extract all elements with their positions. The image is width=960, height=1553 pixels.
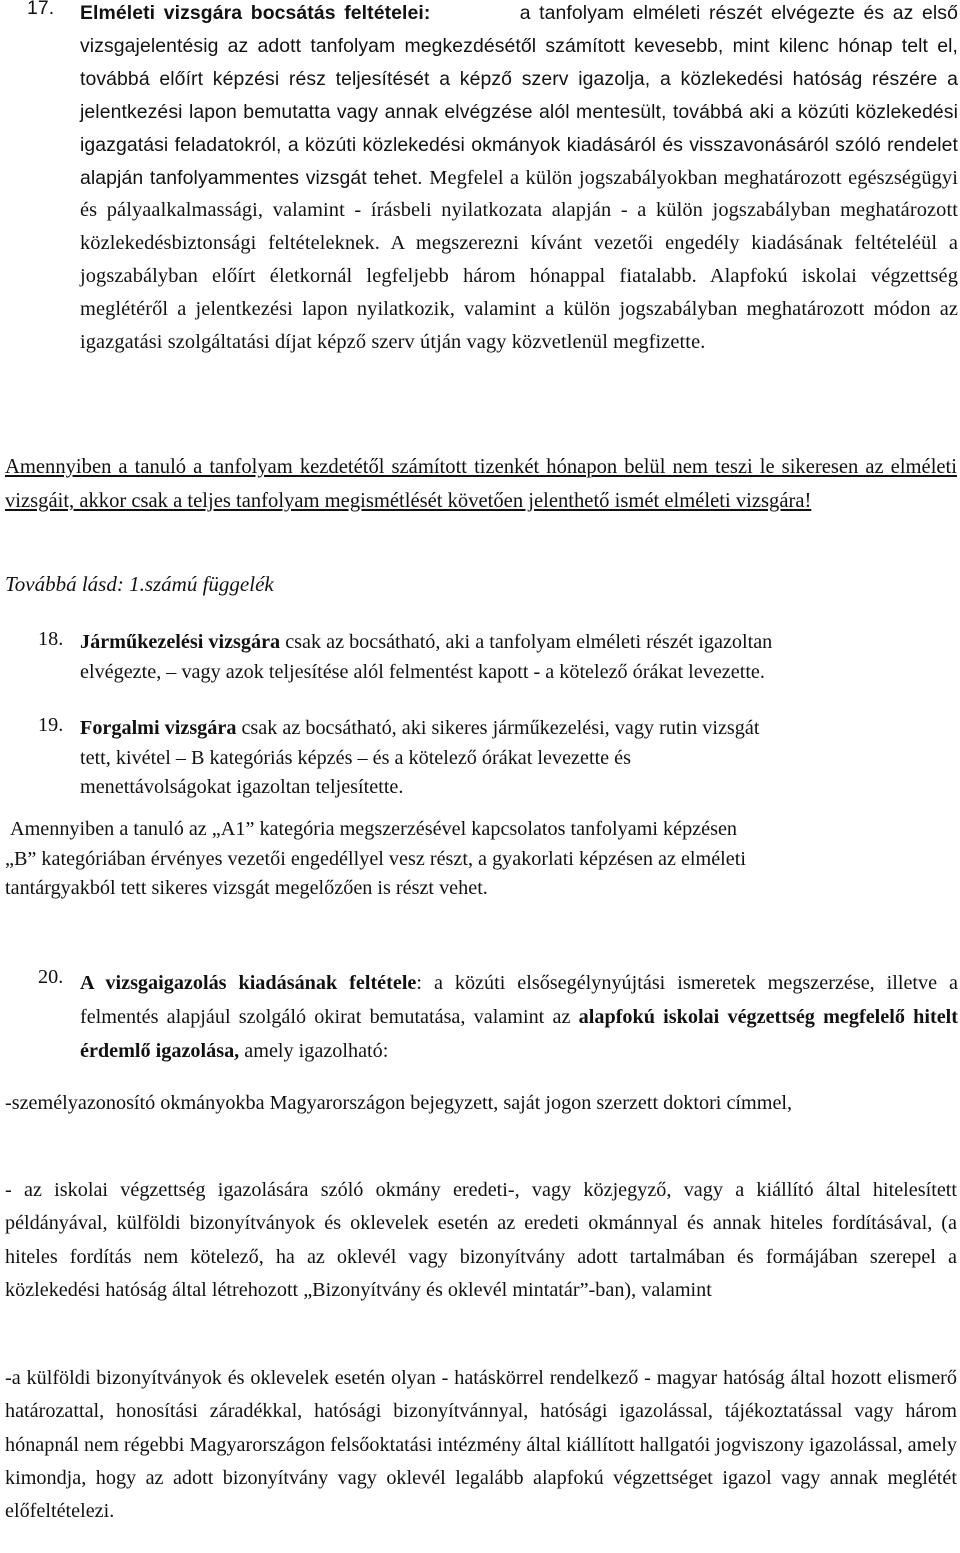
section-20-number: 20. (38, 966, 64, 988)
a1-note-line-3: tantárgyakból tett sikeres vizsgát megelőzően is részt vehet. (5, 877, 488, 899)
section-17 (0, 0, 958, 359)
a1-category-note (5, 815, 746, 904)
section-17-text-1: a tanfolyam elméleti részét elvégezte és az első vizsgajelentésig az adott tanfolyam megkezdésétől számított kevesebb, mint kilenc hónap telt el, továbbá előírt képzési rész teljesítését a képző szerv igazolja, a közlekedési hatóság részére a jelentkezési lapon bemutatta vagy annak elvégzése alól mentesült, továbbá aki a közúti közlekedési igazgatási feladatokról, a közúti közlekedési okmányok kiadásáról és visszavonásáról szóló rendelet alapján tanfolyammentes vizsgát tehet. (80, 2, 958, 189)
section-18-title: Járműkezelési vizsgára (80, 631, 281, 653)
section-20-text-3: amely igazolható: (244, 1040, 389, 1062)
section-18-number: 18. (38, 628, 64, 650)
section-19-number: 19. (38, 714, 64, 736)
section-19-line-2: tett, kivétel – B kategóriás képzés – és a kötelező órákat levezette és (80, 746, 631, 769)
section-20-bold-requirement: alapfokú iskolai végzettség megfelelő hitelt érdemlő igazolása, (80, 1006, 959, 1062)
section-18 (0, 628, 958, 687)
proof-option-1: -személyazonosító okmányokba Magyarországon bejegyzett, saját jogon szerzett doktori címmel, (5, 1092, 793, 1114)
section-19 (0, 714, 958, 803)
a1-note-line-1: Amennyiben a tanuló az „A1” kategória megszerzésével kapcsolatos tanfolyami képzésen (10, 818, 738, 840)
see-also-appendix: Továbbá lásd: 1.számú függelék (5, 572, 274, 596)
section-17-title: Elméleti vizsgára bocsátás feltételei: (80, 2, 431, 24)
retake-warning: Amennyiben a tanuló a tanfolyam kezdetétől számított tizenkét hónapon belül nem teszi le sikeresen az elméleti vizsgáit, akkor csak a teljes tanfolyam megismétlését követően jelenthető ismét elméleti vizsgára! (5, 456, 957, 512)
a1-note-line-2: „B” kategóriában érvényes vezetői engedéllyel vesz részt, a gyakorlati képzésen az elméleti (5, 847, 746, 870)
section-18-line-2: elvégezte, – vagy azok teljesítése alól felmentést kapott - a kötelező órákat levezette. (80, 660, 765, 683)
proof-option-2: - az iskolai végzettség igazolására szóló okmány eredeti-, vagy közjegyző, vagy a kiállító által hitelesített példányával, külföldi bizonyítványok és oklevelek esetén az eredeti okmánnyal és annak hiteles fordításával, (a hiteles fordítás nem kötelező, ha az oklevél vagy bizonyítvány adott tartalmában és formájában szerepel a közlekedési hatóság által létrehozott „Bizonyítvány és oklevél mintatár”-ban), valamint (5, 1179, 957, 1301)
section-20-text-1: : a közúti elsősegélynyújtási ismeretek megszerzése, illetve a felmentés alapjául szolgáló okirat bemutatása, valamint az (80, 972, 958, 1028)
section-17-number: 17. (27, 0, 55, 19)
proof-option-3: -a külföldi bizonyítványok és oklevelek esetén olyan - hatáskörrel rendelkező - magyar hatóság által hozott elismerő határozattal, honosítási záradékkal, hatósági bizonyítvánnyal, hatósági igazolással, tájékoztatással vagy három hónapnál nem régebbi Magyarországon felsőoktatási intézmény által kiállított hallgatói jogviszony igazolással, amely kimondja, hogy az adott bizonyítvány vagy oklevél legalább alapfokú végzettséget igazol vagy annak meglétét előfeltételezi. (5, 1367, 957, 1523)
section-18-line-1: csak az bocsátható, aki a tanfolyam elméleti részét igazoltan (285, 631, 773, 653)
section-19-title: Forgalmi vizsgára (80, 717, 237, 739)
section-20-title: A vizsgaigazolás kiadásának feltétele (80, 972, 417, 994)
section-20 (0, 966, 958, 1068)
section-17-text-2: Megfelel a külön jogszabályokban meghatározott egészségügyi és pályaalkalmassági, valamint - írásbeli nyilatkozata alapján - a külön jogszabályban meghatározott közlekedésbiztonsági feltételeknek. A megszerezni kívánt vezetői engedély kiadásának feltételéül a jogszabályban előírt életkornál legfeljebb három hónappal fiatalabb. Alapfokú iskolai végzettség meglétéről a jelentkezési lapon nyilatkozik, valamint a külön jogszabályban meghatározott módon az igazgatási szolgáltatási díjat képző szerv útján vagy közvetlenül megfizette. (80, 166, 958, 354)
section-19-line-3: menettávolságokat igazoltan teljesítette. (80, 776, 404, 798)
section-19-line-1: csak az bocsátható, aki sikeres járműkezelési, vagy rutin vizsgát (241, 717, 760, 739)
